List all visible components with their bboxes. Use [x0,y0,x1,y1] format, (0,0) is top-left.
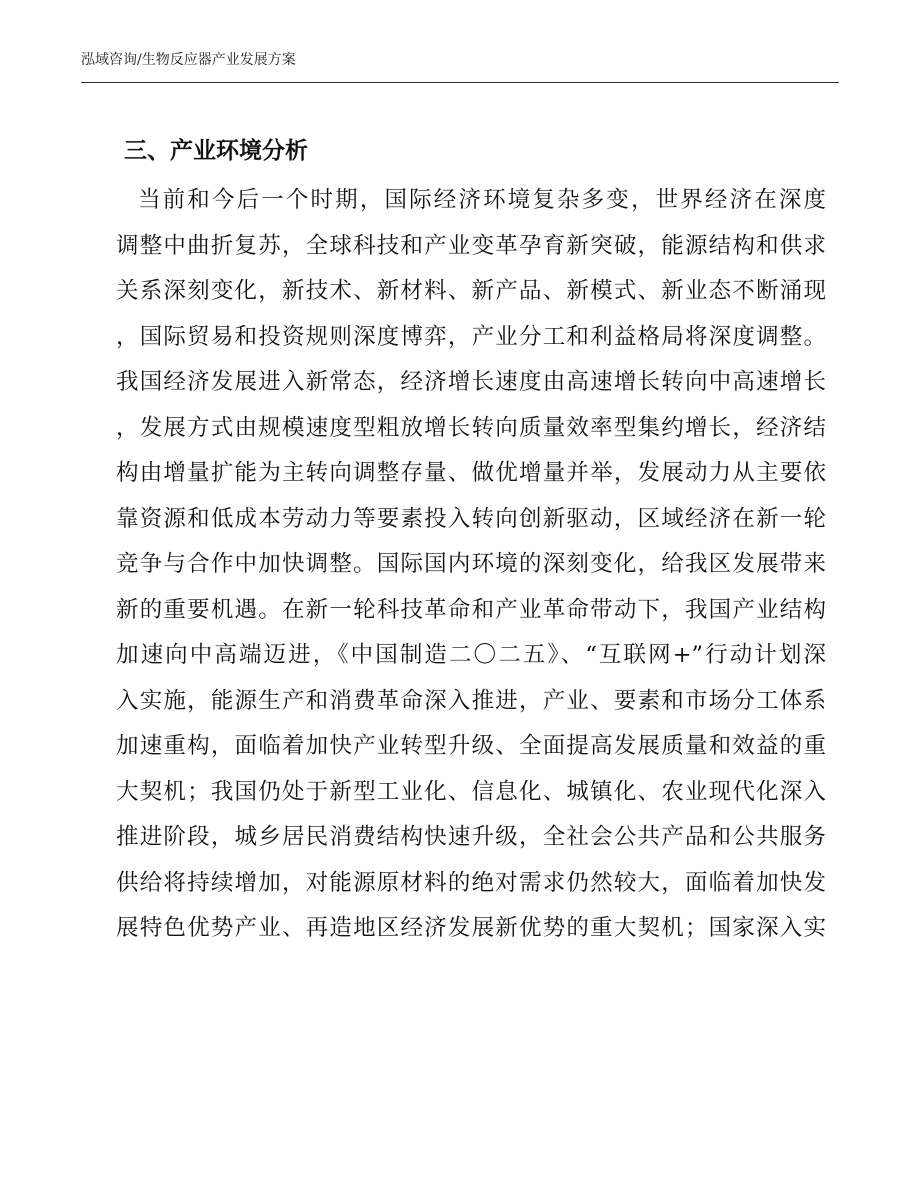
paragraph-line: 靠资源和低成本劳动力等要素投入转向创新驱动，区域经济在新一轮 [116,505,826,532]
paragraph-line: ，发展方式由规模速度型粗放增长转向质量效率型集约增长，经济结 [116,414,826,441]
paragraph-line: 调整中曲折复苏，全球科技和产业变革孕育新突破，能源结构和供求 [116,232,826,259]
paragraph-line: 新的重要机遇。在新一轮科技革命和产业革命带动下，我国产业结构 [116,596,826,623]
paragraph-line: 当前和今后一个时期，国际经济环境复杂多变，世界经济在深度 [138,187,826,213]
paragraph-line: 关系深刻变化，新技术、新材料、新产品、新模式、新业态不断涌现 [116,278,826,304]
paragraph-line: 推进阶段，城乡居民消费结构快速升级，全社会公共产品和公共服务 [116,824,826,850]
paragraph-line: 大契机；我国仍处于新型工业化、信息化、城镇化、农业现代化深入 [116,778,826,805]
paragraph-line: 入实施，能源生产和消费革命深入推进，产业、要素和市场分工体系 [116,687,826,714]
section-heading: 三、产业环境分析 [124,137,308,164]
paragraph-line: 加速向中高端迈进，《中国制造二〇二五》、“互联网+”行动计划深 [116,642,826,668]
paragraph-line: 加速重构，面临着加快产业转型升级、全面提高发展质量和效益的重 [116,733,826,759]
page-header [81,48,839,83]
running-title: 泓域咨询/生物反应器产业发展方案 [81,52,296,68]
paragraph-line: 我国经济发展进入新常态，经济增长速度由高速增长转向中高速增长 [116,369,826,395]
paragraph-line: 竞争与合作中加快调整。国际国内环境的深刻变化，给我区发展带来 [116,551,826,577]
body-paragraph [116,178,826,952]
paragraph-line: 构由增量扩能为主转向调整存量、做优增量并举，发展动力从主要依 [116,460,826,486]
paragraph-line: 展特色优势产业、再造地区经济发展新优势的重大契机；国家深入实 [116,915,826,941]
paragraph-line: 供给将持续增加，对能源原材料的绝对需求仍然较大，面临着加快发 [116,869,826,896]
paragraph-line: ，国际贸易和投资规则深度博弈，产业分工和利益格局将深度调整。 [116,323,826,350]
